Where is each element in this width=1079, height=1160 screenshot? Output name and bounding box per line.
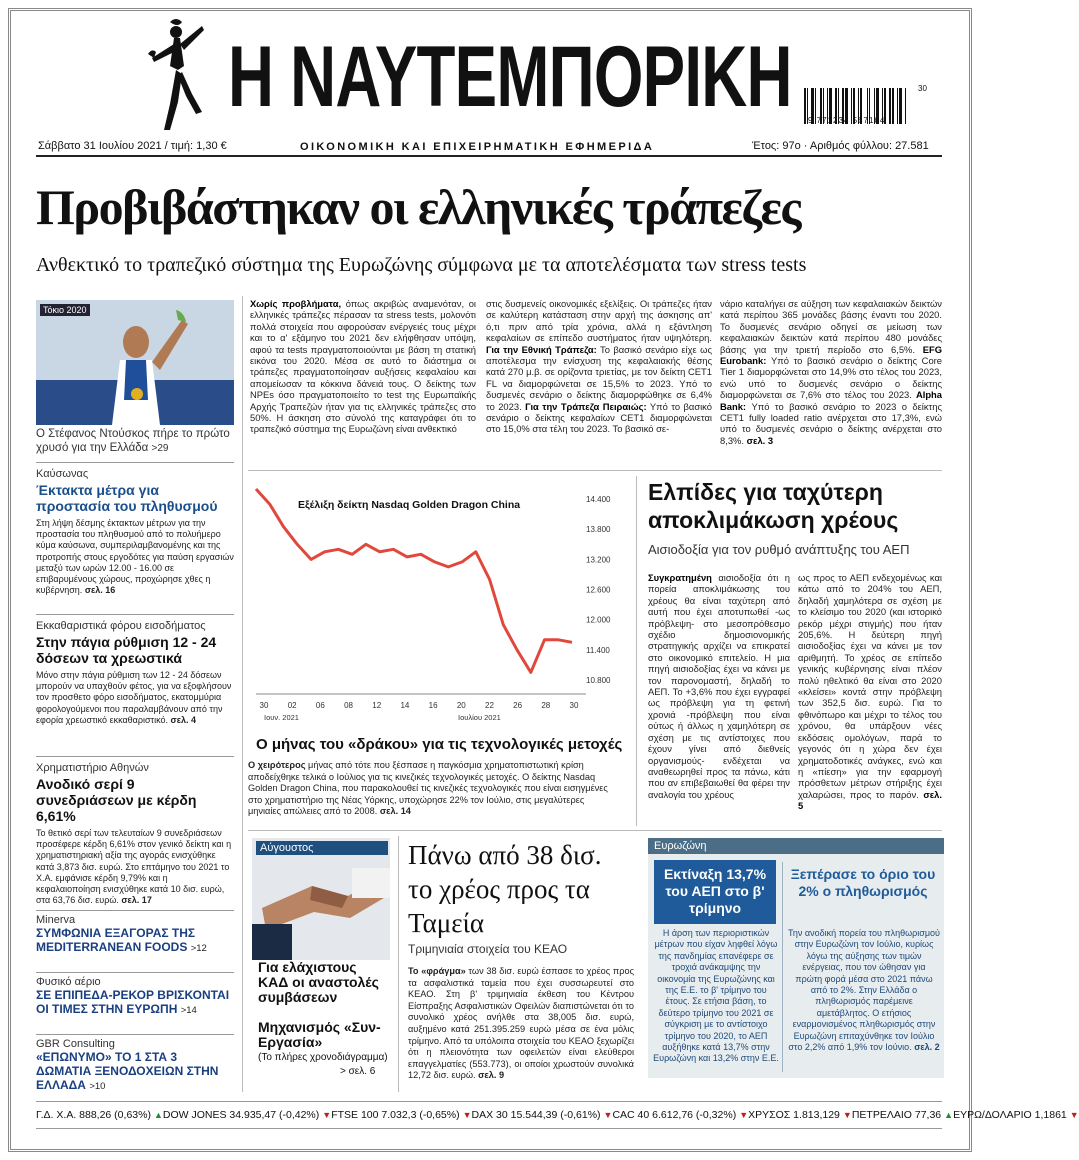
chart-x-tick: 06 — [315, 701, 325, 710]
ticker-label: DOW JONES 34.935,47 (-0,42%) — [162, 1108, 320, 1121]
story-ref: σελ. 16 — [84, 585, 116, 596]
photo-caption-text: Ο Στέφανος Ντούσκος πήρε το πρώτο χρυσό για την Ελλάδα — [36, 428, 230, 454]
lead-headline[interactable]: Προβιβάστηκαν οι ελληνικές τράπεζες — [36, 179, 800, 235]
lead-subhead: Ανθεκτικό το τραπεζικό σύστημα της Ευρωζώνης σύμφωνα με τα αποτελέσματα των stress tests — [36, 254, 807, 276]
chart-x-tick: 20 — [456, 701, 466, 710]
story-headline: ΣΥΜΦΩΝΙΑ ΕΞΑΓΟΡΑΣ ΤΗΣ MEDITERRANEAN FOODS >12 — [36, 926, 207, 954]
chart-x-sublabel: Ιουλίου 2021 — [458, 713, 501, 722]
ticker-item — [748, 1109, 852, 1121]
chart-story-body: Ο χειρότερος μήνας από τότε που ξέσπασε η παγκόσμια χρηματοπιστωτική κρίση αποδείχθηκε τελικά ο Ιούλιος για τις κινεζικές τεχνολογικές μετοχές. Ο δείκτης Nasdaq Golden Dragon China, που παρακολουθεί τις κινεζικές τεχνολογικές που είναι εισηγμένες στο χρηματιστήριο της Νέας Υόρκης, υποχώρησε 22% τον Ιούλιο, στις μεγαλύτερες μηνιαίες απώλειες από το 2008. σελ. 14 — [248, 760, 608, 817]
photo-caption[interactable] — [36, 427, 234, 456]
story-natural-gas[interactable] — [36, 976, 234, 1018]
chart-y-tick: 11.400 — [586, 645, 610, 655]
chart-x-tick: 12 — [372, 701, 382, 710]
story-gbr[interactable] — [36, 1038, 234, 1094]
story-headline: Ανοδικό σερί 9 συνεδριάσεων με κέρδη 6,61% — [36, 776, 197, 824]
story-kicker: Minerva — [36, 914, 76, 926]
story-kicker: Καύσωνας — [36, 468, 89, 480]
chart-x-tick: 08 — [344, 701, 353, 710]
column-divider — [242, 296, 243, 1092]
arrow-down-icon: ▼ — [739, 1109, 749, 1120]
story-kicker: Εκκαθαριστικά φόρου εισοδήματος — [36, 620, 206, 632]
ticker-item — [472, 1109, 613, 1121]
ticker-item — [852, 1109, 953, 1121]
chart-x-tick: 30 — [569, 701, 579, 710]
eurozone-body-1: Η άρση των περιοριστικών μέτρων που είχαν ληφθεί λόγω της πανδημίας επανέφερε σε τροχιά ανάκαμψης την οικονομία της Ευρωζώνης και της Ε.Ε. το β' τρίμηνο του έτους. Σε ετήσια βάση, το δεύτερο τρίμηνο του 2021 σε σύγκριση με το αντίστοιχο τρίμηνο του 2020, το ΑΕΠ αυξήθηκε κατά 13,7% στην Ευρωζώνη και 13,2% στην Ε.Ε. — [653, 928, 779, 1064]
story-minerva[interactable] — [36, 914, 234, 956]
section-rule — [248, 470, 942, 471]
chart-y-tick: 12.600 — [586, 585, 611, 595]
ticker-rule — [36, 1128, 942, 1129]
story-stock-exchange[interactable] — [36, 762, 234, 906]
story-body: Μόνο στην πάγια ρύθμιση των 12 - 24 δόσεων μπορούν να υπαχθούν φέτος, για να εξοφλήσουν τον προσθετο φόρο εισοδήματος, εκατομμύρια φορολογούμενοι που παραλαμβάνουν από την εφορία χρεωστικό εκκαθαριστικό. — [36, 670, 232, 725]
ticker-item — [612, 1109, 748, 1121]
chart-x-sublabel: Ιουν. 2021 — [264, 713, 299, 722]
august-tag: Αύγουστος — [256, 841, 388, 855]
story-kicker: Χρηματιστήριο Αθηνών — [36, 762, 149, 774]
story-heatwave[interactable] — [36, 468, 234, 596]
story-headline: Στην πάγια ρύθμιση 12 - 24 δόσεων τα χρεωστικά — [36, 634, 217, 666]
chart-x-tick: 02 — [287, 701, 297, 710]
story-body: Στη λήψη δέσμης έκτακτων μέτρων για την προστασία του πληθυσμού από το πολυήμερο κύμα καύσωνα, συμπεριλαμβανομένης και της προτροπής στους εργοδότες για παύση εργασιών μεταξύ των ωρών 12.00 - 16.00 σε επιβαρυμένους χώρους, προχώρησε χθες η κυβέρνηση. — [36, 518, 234, 596]
olympics-photo[interactable] — [36, 300, 234, 425]
barcode-digits: 9 771234 567164 — [808, 116, 886, 125]
chart-series-line — [256, 489, 572, 672]
chart-x-tick: 22 — [485, 701, 494, 710]
funds-subhead: Τριμηνιαία στοιχεία του ΚΕΑΟ — [408, 942, 568, 956]
story-headline: ΣΕ ΕΠΙΠΕΔΑ-ΡΕΚΟΡ ΒΡΙΣΚΟΝΤΑΙ ΟΙ ΤΙΜΕΣ ΣΤΗΝ ΕΥΡΩΠΗ >14 — [36, 988, 230, 1016]
arrow-down-icon: ▼ — [842, 1109, 852, 1120]
arrow-down-icon: ▼ — [462, 1109, 472, 1120]
market-ticker — [36, 1101, 1079, 1127]
chart-y-tick: 12.000 — [586, 615, 611, 625]
lead-column-3: νάριο καταλήγει σε αύξηση των κεφαλαιακών δεικτών κατά περίπου 365 μονάδες βάσης έναντι του 2020. Το δυσμενές σενάριο οδηγεί σε μείωση των κεφαλαιακών δεικτών κατά περίπου 480 μονάδες βάσης για την τριετή περίοδο στο 6,5%. EFG Eurobank: Υπό το βασικό σενάριο ο δείκτης Core Tier 1 διαμορφώνεται στο 14,9% στο τέλος του 2023, ενώ υπό το δυσμενές σενάριο ο δείκτης διαμορφώνεται σε 7,6% στο τέλος του 2023. Alpha Bank: Υπό το βασικό σενάριο το 2023 ο δείκτης CET1 fully loaded ratio ανέρχεται στο 17,3%, ενώ υπό το δυσμενές σενάριο ο δείκτης ανέρχεται στο 8,3%. σελ. 3 — [720, 298, 942, 446]
chart-title: Εξέλιξη δείκτη Nasdaq Golden Dragon China — [298, 499, 521, 511]
story-kicker: Φυσικό αέριο — [36, 976, 101, 988]
section-rule — [248, 830, 942, 831]
story-ref: σελ. 17 — [121, 895, 152, 906]
debt-column-2: ως προς το ΑΕΠ ενδεχομένως και κάτω από το 204% του ΑΕΠ, δηλαδή χαμηλότερα σε σχέση με το κλείσιμο του 2020 (και ιστορικό ρεκόρ μέχρι στιγμής) που ήταν 205,6%. Η δεύτερη πηγή αισιοδοξίας έχει να κάνει με τον αριθμητή. Το χρέος σε επίπεδο γενικής κυβέρνησης είναι πλέον πολύ ηθελτικό θα είναι στο 2020 «κλείσει» κοντά στην πρόβλεψη των 352,5 δισ. ευρώ. Για το φθινόπωρο και μέχρι το τέλος του χρόνου, θα υπάρξουν νέες εκδόσεις ομολόγων, παρά το γεγονός ότι η χώρα δεν έχει χρηματοδοτικές ανάγκες, ενώ και η «πίεση» για την εφαρμογή πρόσθετων μέτρων στήριξης έχει χαλαρώσει, προς το παρόν. σελ. 5 — [798, 572, 942, 812]
nasdaq-chart[interactable] — [248, 478, 620, 728]
hermes-statue-icon — [140, 14, 215, 134]
sidebar-divider — [36, 972, 234, 973]
ticker-label: ΧΡΥΣΟΣ 1.813,129 — [748, 1108, 840, 1121]
arrow-down-icon: ▼ — [1069, 1109, 1079, 1120]
column-divider — [398, 836, 399, 1092]
debt-column-1: Συγκρατημένη αισιοδοξία ότι η πορεία αποκλιμάκωσης του χρέους θα είναι ταχύτερη από αυτή που έχει αποτυπωθεί -ως πρόβλεψη- στο μεσοπρόθεσμο σχέδιο δημοσιονομικής στρατηγικής αρχίζει να επικρατεί στο οικονομικό επιτελείο. Η μια πηγή αισιοδοξίας έχει να κάνει με τον παρονομαστή, δηλαδή το ΑΕΠ. Το +3,6% που έχει εγγραφεί ως πρόβλεψη για τη φετινή χρονιά -πρόβλεψη που είναι ούτως ή άλλως η χαμηλότερη σε σχέση με τις αντίστοιχες που έχουν γίνει από διεθνείς οργανισμούς- ενδέχεται να αναθεωρηθεί προς τα πάνω, κάτι που αν επιβεβαιωθεί θα φέρει την αναλογία του χρέους — [648, 572, 790, 800]
funds-body: Το «φράγμα» των 38 δισ. ευρώ έσπασε το χρέος προς τα ασφαλιστικά ταμεία που έχει συσσωρευτεί στο ΚΕΑΟ. Στη β' τριμηνιαία έκθεση του Κέντρου Είσπραξης Ασφαλιστικών Οφειλών διαπιστώνεται ότι το συνολικό χρέος ανήλθε στα 38,005 δισ. ευρώ, αυξημένο κατά 251.395.259 ευρώ μέσα σε ένα μόλις τρίμηνο. Από τα υπόλοιπα στοιχεία του ΚΕΑΟ ξεχωρίζει ότι η πλειονότητα των οφειλετών είναι ελεύθεροι επαγγελματίες (553.773), οι οποίοι χρωστούν συνολικά 12,72 δισ. ευρώ. σελ. 9 — [408, 966, 634, 1081]
date-price: Σάββατο 31 Ιουλίου 2021 / τιμή: 1,30 € — [38, 140, 227, 152]
debt-headline[interactable]: Ελπίδες για ταχύτερη αποκλιμάκωση χρέους — [648, 479, 899, 533]
ticker-label: ΕΥΡΩ/ΔΟΛΑΡΙΟ 1,1861 — [953, 1108, 1067, 1121]
masthead-rule — [36, 155, 942, 157]
chart-caption[interactable]: Ο μήνας του «δράκου» για τις τεχνολογικές μετοχές — [256, 736, 623, 753]
chart-y-tick: 10.800 — [586, 675, 611, 685]
arrow-down-icon: ▼ — [603, 1109, 613, 1120]
masthead-title: Η ΝΑΥΤΕΜΠΟΡΙΚΗ — [228, 29, 792, 125]
sidebar-divider — [36, 910, 234, 911]
column-divider — [782, 862, 783, 1072]
ticker-label: FTSE 100 7.032,3 (-0,65%) — [331, 1108, 460, 1121]
arrow-down-icon: ▼ — [322, 1109, 332, 1120]
eurozone-headline-1[interactable]: Εκτίναξη 13,7% του ΑΕΠ στο β' τρίμηνο — [663, 866, 767, 916]
story-kicker: GBR Consulting — [36, 1038, 115, 1050]
lead-column-1: Χωρίς προβλήματα, όπως ακριβώς αναμενόταν, οι ελληνικές τράπεζες πέρασαν τα stress tests, μολονότι πολλά στοιχεία που αφορούσαν ενέργειές τους μέχρι και το α' εξάμηνο του 2021 δεν ελήφθησαν υπόψη, αφού τα tests πραγματοποιούνται με βάση τη στατική εικόνα του 2020. Μέσα σε αυτό το διάστημα οι τράπεζες πραγματοποίησαν αυξήσεις κεφαλαίου και απομείωσαν τα κόκκινα δάνειά τους. Ο δείκτης των NPEs όσο πραγματοποιείτο το test της Ευρωπαϊκής Αρχής Τραπεζών ήταν για τις ελληνικές τράπεζες στο 50%. Η άσκηση στο σύνολό της καταγράφει ότι το τραπεζικό σύστημα της Ευρωζώνη είναι ανθεκτικό — [250, 298, 476, 435]
chart-y-tick: 13.200 — [586, 555, 611, 565]
chart-x-tick: 26 — [513, 701, 523, 710]
chart-x-tick: 16 — [428, 701, 438, 710]
arrow-up-icon: ▲ — [944, 1109, 954, 1120]
august-note: (Το πλήρες χρονοδιάγραμμα) — [258, 1052, 388, 1063]
chart-x-tick: 30 — [259, 701, 269, 710]
lead-column-2: στις δυσμενείς οικονομικές εξελίξεις. Οι τράπεζες ήταν σε καλύτερη κατάσταση στην αρχή της άσκησης απ' ό,τι πριν από τρία χρόνια, αλλά η εξάντληση κεφαλαίων σε επίπεδο συστήματος ήταν υψηλότερη. Για την Εθνική Τράπεζα: Το βασικό σενάριο είχε ως αποτέλεσμα την ενίσχυση της κεφαλαιακής θέσης κατά 270 μ.β. σε ορίζοντα τριετίας, με τον δείκτη CET1 FL να διαμορφώνεται σε 15,5% το 2023. Υπό το δυσμενές σενάριο ο δείκτης διαμορφώθηκε σε 6,4% το 2023. Για την Τράπεζα Πειραιώς: Υπό το βασικό σενάριο ο δείκτης κεφαλαίων CET1 διαμορφώνεται στο 15,0% στα τέλη του 2023. Το βασικό σε- — [486, 298, 712, 435]
eurozone-body-2: Την ανοδική πορεία του πληθωρισμού στην Ευρωζώνη τον Ιούλιο, κυρίως λόγω της αύξησης των τιμών ενέργειας, που τον ώθησαν για πρώτη φορά μέσα στο 2021 πάνω από το 2%. Στην Ελλάδα ο πληθωρισμός παρέμεινε αμετάβλητος. Ο ετήσιος εναρμονισμένος πληθωρισμός στην Ευρωζώνη επιταχύνθηκε τον Ιούλιο στο 2,2% από 1,9% τον Ιούνιο. σελ. 2 — [788, 928, 940, 1053]
eurozone-headline-2[interactable]: Ξεπέρασε το όριο του 2% ο πληθωρισμός — [790, 866, 936, 899]
chart-y-tick: 13.800 — [586, 525, 611, 535]
chart-y-tick: 14.400 — [586, 495, 611, 505]
chart-svg — [248, 478, 620, 728]
story-tax[interactable] — [36, 620, 234, 726]
eurozone-tag: Ευρωζώνη — [648, 838, 944, 854]
photo-tag: Τόκιο 2020 — [40, 304, 90, 316]
ticker-label: ΠΕΤΡΕΛΑΙΟ 77,36 — [851, 1108, 942, 1121]
sidebar-divider — [36, 1034, 234, 1035]
story-ref: >12 — [190, 943, 207, 954]
year-issue: Έτος: 97ο · Αριθμός φύλλου: 27.581 — [752, 140, 929, 152]
story-headline: «ΕΠΩΝΥΜΟ» ΤΟ 1 ΣΤΑ 3 ΔΩΜΑΤΙΑ ΞΕΝΟΔΟΧΕΙΩΝ ΣΤΗΝ ΕΛΛΑΔΑ >10 — [36, 1050, 219, 1092]
ticker-item — [953, 1109, 1079, 1121]
arrow-up-icon: ▲ — [153, 1109, 163, 1120]
sidebar-divider — [36, 756, 234, 757]
sidebar-divider — [36, 462, 234, 463]
sidebar-divider — [36, 614, 234, 615]
chart-x-tick: 14 — [400, 701, 410, 710]
chart-x-tick: 28 — [541, 701, 551, 710]
story-ref: >14 — [180, 1005, 197, 1016]
august-headline-1[interactable]: Για ελάχιστους ΚΑΔ οι αναστολές συμβάσεων — [258, 959, 379, 1005]
story-ref: >10 — [89, 1081, 106, 1092]
debt-subhead: Αισιοδοξία για τον ρυθμό ανάπτυξης του ΑΕΠ — [648, 542, 910, 557]
ticker-item — [36, 1109, 163, 1121]
ticker-label: CAC 40 6.612,76 (-0,32%) — [612, 1108, 737, 1121]
ticker-label: Γ.Δ. Χ.Α. 888,26 (0,63%) — [36, 1108, 151, 1121]
story-ref: σελ. 4 — [170, 714, 196, 725]
photo-ref: >29 — [151, 443, 169, 454]
ticker-item — [331, 1109, 471, 1121]
ticker-label: DAX 30 15.544,39 (-0,61%) — [471, 1108, 601, 1121]
handshake-image — [252, 838, 390, 960]
column-divider — [636, 476, 637, 826]
august-headline-2[interactable]: Μηχανισμός «Συν-Εργασία» — [258, 1019, 381, 1050]
august-ref: > σελ. 6 — [340, 1066, 376, 1077]
barcode-issue: 30 — [918, 84, 927, 93]
masthead-tagline: ΟΙΚΟΝΟΜΙΚΗ ΚΑΙ ΕΠΙΧΕΙΡΗΜΑΤΙΚΗ ΕΦΗΜΕΡΙΔΑ — [300, 141, 655, 153]
story-headline: Έκτακτα μέτρα για προστασία του πληθυσμού — [36, 482, 218, 514]
story-body: Το θετικό σερί των τελευταίων 9 συνεδριάσεων προσέφερε κέρδη 6,61% στον γενικό δείκτη και η χρηματιστηριακή αξία της αγοράς ενισχύθηκε κατά 3,873 δισ. ευρώ. Στο επτάμηνο του 2021 το Χ.Α. εμφάνισε κέρδη 9,79% και η κεφαλαιοποίηση ενισχύθηκε κατά 10 δισ. ευρώ, στα 63,76 δισ. ευρώ. — [36, 828, 232, 906]
ticker-item — [163, 1109, 331, 1121]
funds-headline[interactable]: Πάνω από 38 δισ. το χρέος προς τα Ταμεία — [408, 840, 602, 938]
